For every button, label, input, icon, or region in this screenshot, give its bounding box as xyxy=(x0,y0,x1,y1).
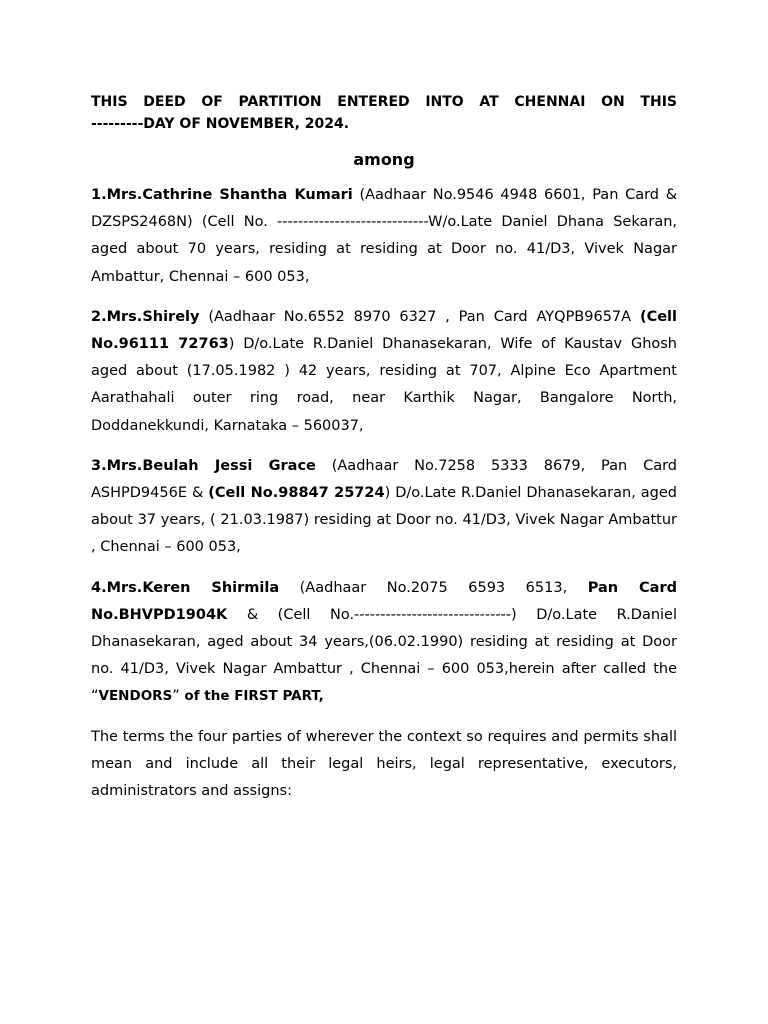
first-part-label: of the FIRST PART, xyxy=(184,688,324,705)
party-4-details-a: (Aadhaar No.2075 6593 6513, xyxy=(279,579,588,596)
party-3-details-a: (Aadhaar No.7258 5333 8679, Pan Card ASHPD9456E & xyxy=(91,457,677,502)
party-2-name: 2.Mrs.Shirely xyxy=(91,308,200,325)
party-2-details-b: ) D/o.Late R.Daniel Dhanasekaran, Wife of Kaustav Ghosh aged about (17.05.1982 ) 42 years, residing at 707, Alpine Eco Apartment Aarathahali outer ring road, near Karthik Nagar, Bangalore North, Doddanekkundi, Karnataka – 560037, xyxy=(91,336,677,434)
party-4-paragraph xyxy=(91,575,677,711)
party-1-paragraph xyxy=(91,182,677,291)
party-1-details: (Aadhaar No.9546 4948 6601, Pan Card & DZSPS2468N) (Cell No. -----------------------------W/o.Late Daniel Dhana Sekaran, aged about 70 years, residing at residing at Door no. 41/D3, Vivek Nagar Ambattur, Chennai – 600 053, xyxy=(91,187,677,285)
party-4-details-b: & (Cell No.------------------------------) D/o.Late R.Daniel Dhanasekaran, aged about 34 years,(06.02.1990) residing at residing at Door no. 41/D3, Vivek Nagar Ambattur , Chennai – 600 053,herein after called the “ xyxy=(91,606,677,705)
party-3-paragraph xyxy=(91,453,677,562)
party-3-name: 3.Mrs.Beulah Jessi Grace xyxy=(91,457,316,474)
among-label: among xyxy=(353,150,415,169)
party-2-details-a: (Aadhaar No.6552 8970 6327 , Pan Card AYQPB9657A xyxy=(199,308,640,325)
closing-paragraph: The terms the four parties of wherever the context so requires and permits shall mean and include all their legal heirs, legal representative, executors, administrators and assigns: xyxy=(91,728,677,800)
party-2-cell: (Cell No.96111 72763 xyxy=(91,308,677,353)
document-page xyxy=(91,92,677,805)
vendors-label: VENDORS xyxy=(98,688,173,705)
party-2-paragraph xyxy=(91,304,677,440)
party-4-name: 4.Mrs.Keren Shirmila xyxy=(91,579,280,596)
heading-line-2: ---------DAY OF NOVEMBER, 2024. xyxy=(91,115,350,132)
party-3-details-b: ) D/o.Late R.Daniel Dhanasekaran, aged about 37 years, ( 21.03.1987) residing at Door no. 41/D3, Vivek Nagar Ambattur , Chennai – 600 053, xyxy=(91,485,677,556)
heading-line-1: THIS DEED OF PARTITION ENTERED INTO AT CHENNAI ON THIS xyxy=(91,94,677,110)
party-4-details-c: ” xyxy=(172,688,185,705)
deed-heading xyxy=(91,92,677,135)
party-1-name: 1.Mrs.Cathrine Shantha Kumari xyxy=(91,187,353,203)
party-4-pan: Pan Card No.BHVPD1904K xyxy=(91,579,677,623)
party-3-cell: (Cell No.98847 25724 xyxy=(208,485,385,502)
